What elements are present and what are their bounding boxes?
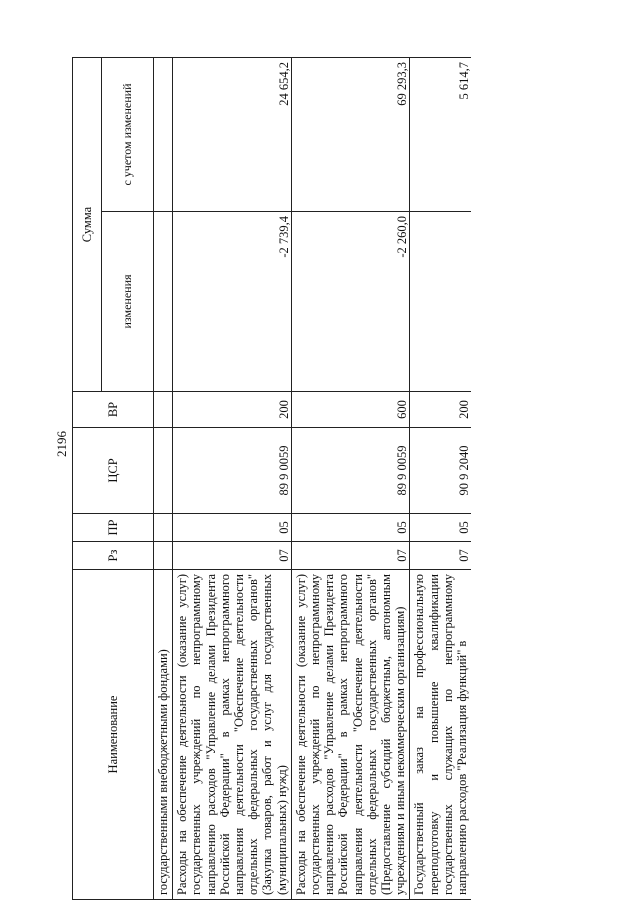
continuation-text: государственными внебюджетными фондами) (154, 570, 173, 900)
header-sum: Сумма (73, 58, 102, 392)
row-csr: 89 9 0059 (173, 428, 292, 514)
budget-table (72, 57, 471, 900)
table-row (410, 58, 471, 900)
row-with-change: 5 614,7 (410, 58, 471, 212)
row-vr: 200 (410, 392, 471, 428)
row-rz: 07 (410, 542, 471, 570)
row-csr: 89 9 0059 (291, 428, 410, 514)
header-rz: Рз (73, 542, 154, 570)
row-pr: 05 (291, 514, 410, 542)
header-pr: ПР (73, 514, 154, 542)
row-vr: 600 (291, 392, 410, 428)
header-name: Наименование (73, 570, 154, 900)
header-change: изменения (102, 212, 154, 392)
row-name: Государственный заказ на профессиональную переподготовку и повышение квалификации государственных служащих по непрограммному направлению расходов "Реализация функций" в (410, 570, 471, 900)
row-with-change: 69 293,3 (291, 58, 410, 212)
cell-empty (154, 514, 173, 542)
row-name: Расходы на обеспечение деятельности (оказание услуг) государственных учреждений по непрограммному направлению расходов "Управление делами Президента Российской Федерации" в рамках непрограммного направления деятельности "Обеспечение деятельности отдельных федеральных государственных органов" (Закупка товаров, работ и услуг для государственных (муниципальных) нужд) (173, 570, 292, 900)
header-vr: ВР (73, 392, 154, 428)
row-change: -2 260,0 (291, 212, 410, 392)
row-pr: 05 (410, 514, 471, 542)
row-pr: 05 (173, 514, 292, 542)
cell-empty (154, 542, 173, 570)
row-with-change: 24 654,2 (173, 58, 292, 212)
cell-empty (154, 58, 173, 212)
cell-empty (154, 212, 173, 392)
cell-empty (154, 428, 173, 514)
row-rz: 07 (173, 542, 292, 570)
row-csr: 90 9 2040 (410, 428, 471, 514)
row-name: Расходы на обеспечение деятельности (оказание услуг) государственных учреждений по непрограммному направлению расходов "Управление делами Президента Российской Федерации" в рамках непрограммного направления деятельности "Обеспечение деятельности отдельных федеральных государственных органов" (Предоставление субсидий бюджетным, автономным учреждениям и иным некоммерческим организациям) (291, 570, 410, 900)
row-vr: 200 (173, 392, 292, 428)
row-rz: 07 (291, 542, 410, 570)
row-change: -2 739,4 (173, 212, 292, 392)
row-change (410, 212, 471, 392)
continuation-row (154, 58, 173, 900)
rotated-page-content (72, 58, 568, 900)
table-header-row (73, 58, 102, 900)
table-row (173, 58, 292, 900)
cell-empty (154, 392, 173, 428)
header-with-change: с учетом изменений (102, 58, 154, 212)
page-number: 2196 (54, 431, 69, 457)
header-csr: ЦСР (73, 428, 154, 514)
table-row (291, 58, 410, 900)
